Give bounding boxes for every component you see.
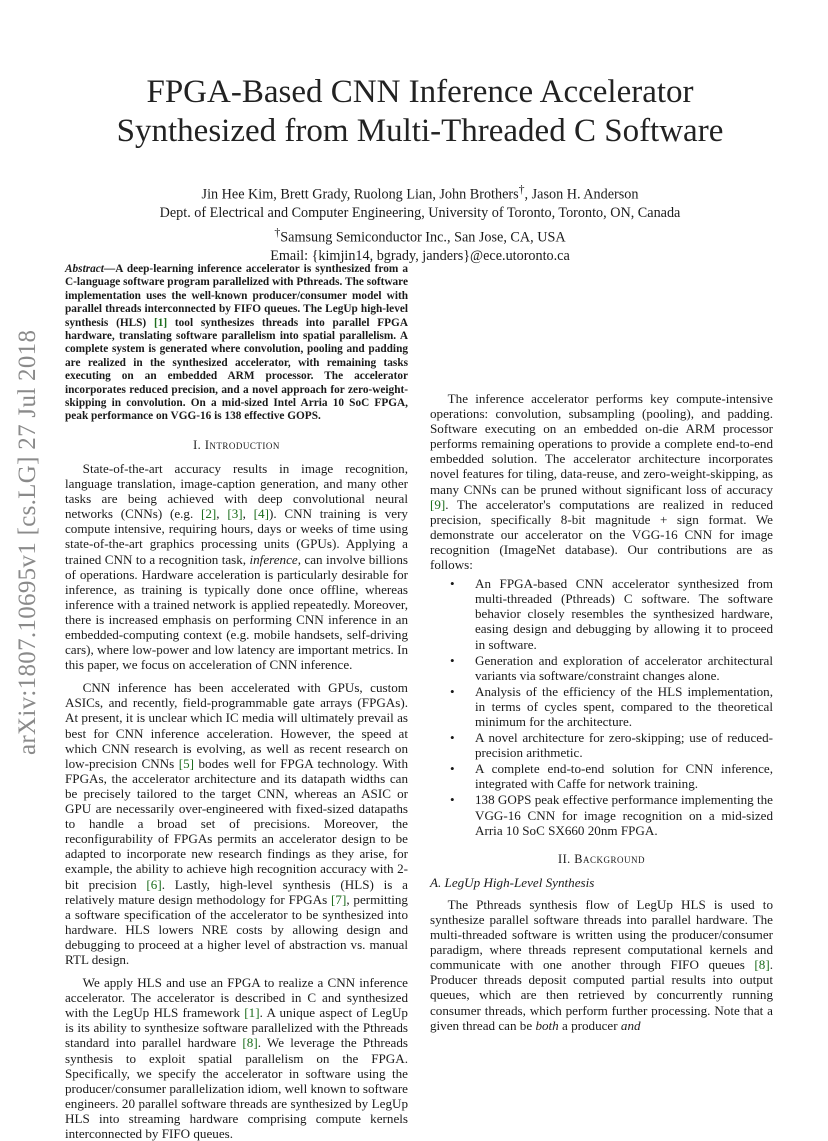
title-line-1: FPGA-Based CNN Inference Accelerator [146,74,694,110]
list-item: • A complete end-to-end solution for CNN inference, integrated with Caffe for network training. [450,761,773,792]
arxiv-identifier: arXiv:1807.10695v1 [cs.LG] 27 Jul 2018 [14,329,41,755]
samsung-affiliation: †Samsung Semiconductor Inc., San Jose, CA, USA [274,224,566,246]
abstract-label: Abstract [65,263,104,275]
citation-link[interactable]: [ 5 ] [179,756,194,771]
author-affiliation: Dept. of Electrical and Computer Engineering, University of Toronto, Toronto, ON, Canada [159,205,681,222]
bullet-icon: • [450,730,455,746]
bullet-icon: • [450,792,455,808]
bullet-icon: • [450,652,455,668]
author-names: Jin Hee Kim, Brett Grady, Ruolong Lian, John Brothers†, Jason H. Anderson [201,182,639,203]
paper-title [70,73,770,151]
list-item: • Analysis of the efficiency of the HLS implementation, in terms of cycles spent, compared to the theoretical minimum for the architecture. [450,683,773,729]
list-item: • An FPGA-based CNN accelerator synthesized from multi-threaded (Pthreads) C software. The software behavior closely resembles the synthesized hardware, easing design and debugging by allowing it to proceed in software. [450,576,773,652]
list-item: • 138 GOPS peak effective performance implementing the VGG-16 CNN for image recognition on a mid-sized Arria 10 SoC SX660 20nm FPGA. [450,792,773,838]
bullet-icon: • [450,761,455,777]
section-heading-introduction: I. Introduction [193,437,280,452]
citation-link[interactable]: [ 6 ] [146,877,161,892]
intro-paragraph-1: State-of-the-art accuracy results in image recognition, language translation, image-caption generation, and many other tasks are being achieved with deep convolutional neural networks (CNNs) (e.g. [ 2 ] , [ 3 ] , [ 4 ] ). CNN training is very compute intensive, requiring hours, days or weeks of time using state-of-the-art graphics processing units (GPUs). Applying a trained CNN to a recognition task, inference, can involve billions of operations. Hardware acceleration is particularly desirable for inference, as training is typically done once offline, whereas inference with a trained network is applied repeatedly. Moreover, there is increased emphasis on performing CNN inference in an embedded-computing context (e.g. mobile handsets, self-driving cars), where low-power and low latency are important metrics. In this paper, we focus on acceleration of CNN inference. [65,461,408,672]
title-line-2: Synthesized from Multi-Threaded C Software [116,113,724,149]
section-heading-background: II. Background [557,851,646,866]
left-column [65,263,408,1141]
list-item: • A novel architecture for zero-skipping; use of reduced-precision arithmetic. [450,730,773,761]
intro-paragraph-3: We apply HLS and use an FPGA to realize a CNN inference accelerator. The accelerator is described in C and synthesized with the LegUp HLS framework [ 1 ] . A unique aspect of LegUp is its ability to synthesize software parallelized with the Pthreads standard into parallel hardware [ 8 ] . We leverage the Pthreads synthesis to exploit spatial parallelism on the FPGA. Specifically, we specify the accelerator in software using the producer/consumer parallelization idiom, well known to software engineers. 20 parallel software threads are synthesized by LegUp HLS into streaming hardware comprising compute kernels interconnected by FIFO queues. [65,975,408,1141]
citation-link[interactable]: [ 8 ] [242,1035,257,1050]
citation-link[interactable]: [ 1 ] [244,1005,259,1020]
citation-link[interactable]: [ 7 ] [331,892,346,907]
citation-link[interactable]: [ 9 ] [430,497,445,512]
right-column [430,263,773,1033]
dagger-mark: † [518,182,525,196]
author-email: Email: {kimjin14, bgrady, janders}@ece.utoronto.ca [270,247,570,264]
background-paragraph-1: The Pthreads synthesis flow of LegUp HLS is used to synthesize parallel software threads into parallel hardware. The multi-threaded software is written using the producer/consumer paradigm, where threads represent computational kernels and communicate with one another through FIFO queues [ 8 ] . Producer threads deposit computed partial results into output queues, which are then retrieved by concurrently running consumer threads, which perform further processing. Note that a given thread can be both a producer and [430,897,773,1033]
citation-link[interactable]: [ 2 ] [201,506,216,521]
author-block [70,180,770,265]
column-continuation-spacer [430,263,773,391]
citation-link[interactable]: [ 1 ] [154,317,167,329]
citation-link[interactable]: [ 4 ] [254,506,269,521]
citation-link[interactable]: [ 3 ] [227,506,242,521]
intro-paragraph-4: The inference accelerator performs key compute-intensive operations: convolution, subsampling (pooling), and padding. Software executing on an embedded on-die ARM processor performs remaining operations to provide a complete end-to-end embedded solution. The accelerator architecture incorporates novel features for tiling, data-reuse, and zero-weight-skipping, as many CNNs can be pruned without significant loss of accuracy [ 9 ] . The accelerator's computations are realized in reduced precision, specifically 8-bit magnitude + sign format. We demonstrate our accelerator on the VGG-16 CNN for image recognition (ImageNet database). Our contributions are as follows: [430,391,773,572]
bullet-icon: • [450,683,455,699]
citation-link[interactable]: [ 8 ] [754,957,769,972]
contributions-list [430,576,773,838]
subsection-heading-legup: A. LegUp High-Level Synthesis [430,874,595,890]
intro-paragraph-2: CNN inference has been accelerated with GPUs, custom ASICs, and recently, field-programmable gate arrays (FPGAs). At present, it is unclear which IC media will ultimately prevail as best for CNN inference acceleration. However, the speed at which CNN research is evolving, as well as recent research on low-precision CNNs [ 5 ] bodes well for FPGA technology. With FPGAs, the accelerator architecture and its datapath widths can be precisely tailored to the target CNN, whereas an ASIC or GPU are necessarily over-engineered with fixed-sized datapaths to handle a broad set of precisions. Moreover, the reconfigurability of FPGAs permits an accelerator design to be adapted to incorporate new research findings as they arise, for example, the ability to achieve high recognition accuracy with 2-bit precision [ 6 ] . Lastly, high-level synthesis (HLS) is a relatively mature design methodology for FPGAs [ 7 ] , permitting a software specification of the accelerator to be synthesized into hardware. HLS lowers NRE costs by allowing design and debugging to proceed at a higher level of abstraction vs. manual RTL design. [65,680,408,967]
list-item: • Generation and exploration of accelerator architectural variants via software/constraint changes alone. [450,652,773,683]
abstract: Abstract—A deep-learning inference accelerator is synthesized from a C-language software program parallelized with Pthreads. The software implementation uses the well-known producer/consumer model with parallel threads interconnected by FIFO queues. The LegUp high-level synthesis (HLS) [ 1 ] tool synthesizes threads into parallel FPGA hardware, translating software parallelism into spatial parallelism. A complete system is generated where convolution, pooling and padding are realized in the synthesized accelerator, with remaining tasks executing on an embedded ARM processor. The accelerator incorporates reduced precision, and a novel approach for zero-weight-skipping in convolution. On a mid-sized Intel Arria 10 SoC FPGA, peak performance on VGG-16 is 138 effective GOPS. [65,263,408,424]
bullet-icon: • [450,576,455,592]
